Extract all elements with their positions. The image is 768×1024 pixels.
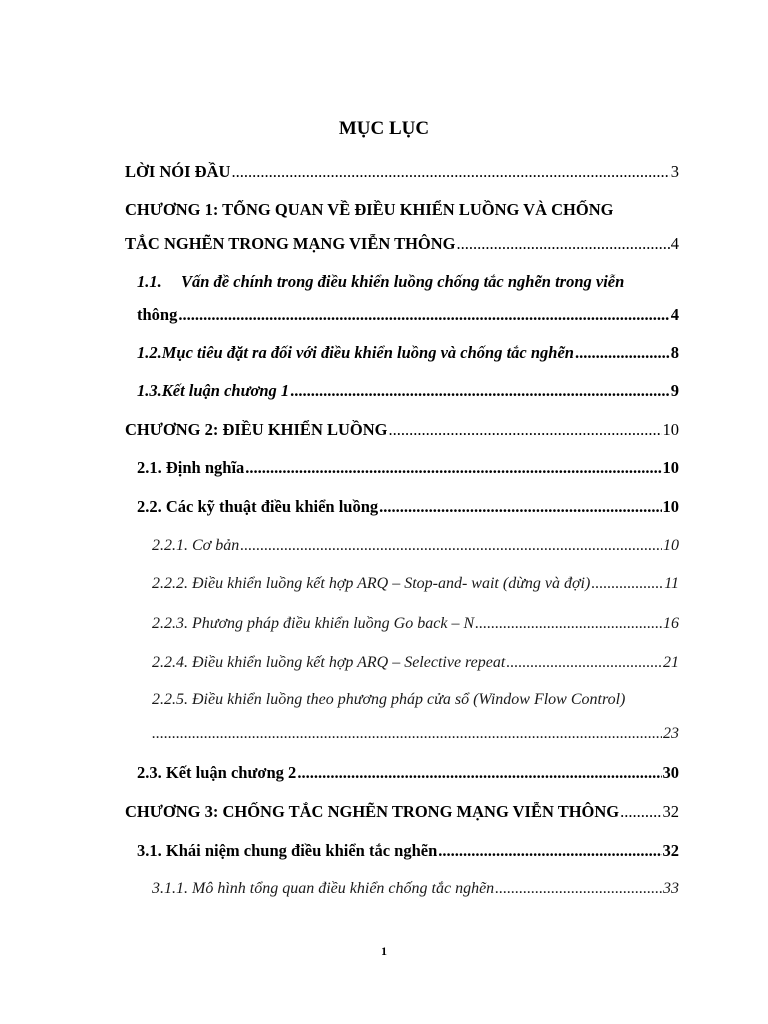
toc-page-number: 33 [663,880,679,897]
toc-entry-text: 2.2.5. Điều khiển luồng theo phương pháp cửa sổ (Window Flow Control) [152,691,626,708]
toc-page-number: 10 [662,497,679,516]
toc-page-number: 10 [662,458,679,477]
toc-entry-section-2-2-4[interactable] [152,654,679,672]
toc-section-number: 1.1. [137,272,162,291]
toc-entry-text: 3.1.1. Mô hình tổng quan điều khiển chống tắc nghẽn [152,880,495,897]
toc-entry-text: 2.2.4. Điều khiển luồng kết hợp ARQ – Selective repeat [152,654,506,671]
toc-entry-section-3-1[interactable] [137,841,679,861]
toc-entry-section-1-2[interactable] [137,343,679,363]
page-title: MỤC LỤC [338,118,430,139]
toc-leader-dots [231,162,669,182]
toc-entry-text: 2.2.2. Điều khiển luồng kết hợp ARQ – Stop-and- wait (dừng và đợi) [152,575,591,592]
toc-page-number: 4 [670,305,679,324]
page-number-footer: 1 [381,944,387,958]
toc-leader-dots [379,497,661,517]
toc-entry-preface[interactable] [125,162,679,182]
toc-leader-dots [457,234,670,254]
toc-entry-text: CHƯƠNG 1: TỔNG QUAN VỀ ĐIỀU KHIỂN LUỒNG VÀ CHỐNG [125,200,614,219]
toc-entry-section-2-2-3[interactable] [152,615,679,633]
toc-entry-text: 2.2. Các kỹ thuật điều khiển luồng [137,497,379,516]
toc-entry-text: thông [137,305,178,324]
toc-page-number: 32 [662,841,679,860]
toc-leader-dots [240,537,662,555]
toc-entry-section-2-2-5-line-1[interactable] [152,691,679,709]
toc-entry-text: TẮC NGHẼN TRONG MẠNG VIỄN THÔNG [125,234,456,253]
toc-leader-dots [506,654,662,672]
toc-entry-text: 2.3. Kết luận chương 2 [137,763,297,782]
toc-leader-dots [245,458,661,478]
toc-entry-text: 3.1. Khái niệm chung điều khiển tắc nghẽn [137,841,438,860]
toc-entry-text: Kết luận chương 1 [161,381,290,400]
toc-page-number: 4 [670,234,679,253]
toc-entry-text: 2.2.3. Phương pháp điều khiển luồng Go back – N [152,615,475,632]
toc-entry-text: 2.1. Định nghĩa [137,458,245,477]
toc-entry-chapter-1-line-1[interactable] [125,200,679,220]
toc-entry-text: Vấn đề chính trong điều khiển luồng chống tắc nghẽn trong viễn [181,272,625,291]
toc-page-number: 3 [670,162,679,181]
toc-page-number: 32 [662,802,679,821]
toc-entry-chapter-3[interactable] [125,802,679,822]
toc-leader-dots [290,381,670,401]
toc-leader-dots [575,343,670,363]
toc-entry-section-2-2-5-line-2[interactable] [152,725,679,743]
toc-entry-text: CHƯƠNG 2: ĐIỀU KHIỂN LUỒNG [125,420,388,439]
toc-leader-dots [495,880,662,898]
toc-page-number: 10 [662,420,679,439]
toc-section-number: 1.3. [137,381,162,400]
toc-page-number: 10 [663,537,679,554]
toc-leader-dots [297,763,661,783]
toc-leader-dots [438,841,661,861]
toc-leader-dots [620,802,661,822]
toc-leader-dots [178,305,669,325]
toc-page-number: 11 [664,575,679,592]
toc-entry-section-1-1-line-1[interactable] [137,272,679,292]
toc-entry-section-2-2-1[interactable] [152,537,679,555]
toc-entry-chapter-1-line-2[interactable] [125,234,679,254]
toc-entry-section-2-3[interactable] [137,763,679,783]
toc-entry-chapter-2[interactable] [125,420,679,440]
toc-entry-text: 2.2.1. Cơ bản [152,537,240,554]
toc-entry-section-1-3[interactable] [137,381,679,401]
toc-entry-text: CHƯƠNG 3: CHỐNG TẮC NGHẼN TRONG MẠNG VIỄN THÔNG [125,802,620,821]
toc-leader-dots [591,575,663,593]
toc-entry-text: Mục tiêu đặt ra đối với điều khiển luồng và chống tắc nghẽn [161,343,574,362]
toc-entry-section-1-1-line-2[interactable] [137,305,679,325]
toc-entry-section-3-1-1[interactable] [152,880,679,898]
toc-leader-dots [152,725,662,743]
toc-section-number: 1.2. [137,343,162,362]
toc-page-number: 23 [663,725,679,742]
toc-entry-section-2-2-2[interactable] [152,575,679,593]
toc-leader-dots [389,420,662,440]
toc-page-number: 16 [663,615,679,632]
toc-entry-section-2-2[interactable] [137,497,679,517]
toc-leader-dots [475,615,662,633]
toc-page-number: 21 [663,654,679,671]
toc-page-number: 9 [670,381,679,400]
toc-page-number: 8 [670,343,679,362]
toc-page-number: 30 [662,763,679,782]
toc-entry-text: LỜI NÓI ĐẦU [125,162,231,181]
toc-entry-section-2-1[interactable] [137,458,679,478]
